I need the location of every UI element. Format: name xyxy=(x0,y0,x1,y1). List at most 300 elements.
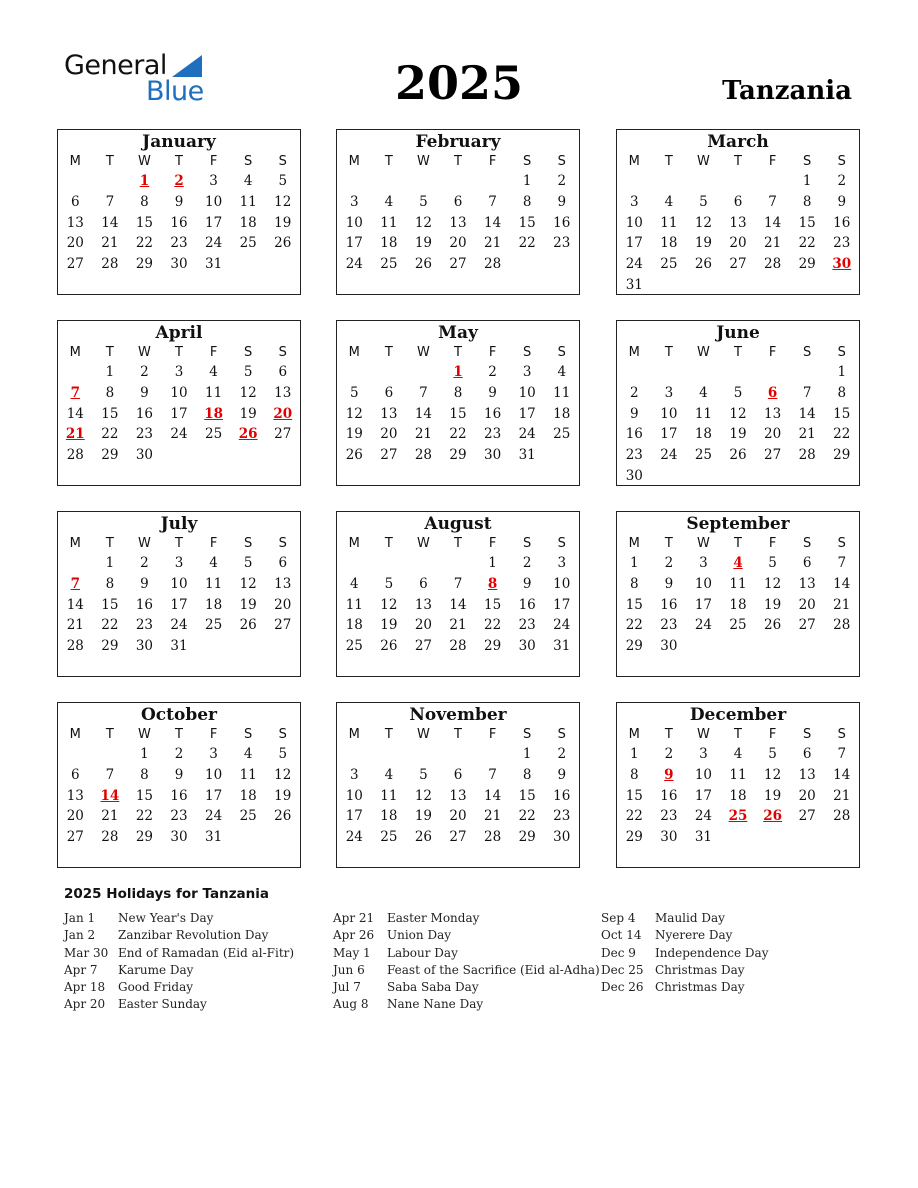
weekday-header: M xyxy=(69,154,81,169)
weekday-header: W xyxy=(138,154,151,169)
weekday-header: W xyxy=(138,536,151,551)
holiday-name: Nyerere Day xyxy=(655,928,733,943)
day-cell: 31 xyxy=(694,829,713,846)
day-cell: 22 xyxy=(449,426,467,443)
day-cell: 29 xyxy=(625,829,643,846)
day-cell: 3 xyxy=(349,766,359,783)
holiday-day-cell: 25 xyxy=(728,808,748,825)
week-row xyxy=(58,362,300,383)
holiday-date: Jan 2 xyxy=(64,928,96,943)
day-cell: 13 xyxy=(798,766,816,783)
day-cell: 8 xyxy=(802,193,812,210)
month-name: September xyxy=(686,514,790,534)
week-row xyxy=(617,383,859,404)
day-cell: 30 xyxy=(625,467,643,484)
weekday-header: S xyxy=(278,536,287,551)
weekday-header: W xyxy=(417,727,430,742)
day-cell: 3 xyxy=(557,555,567,571)
empty-day-cell xyxy=(755,466,790,487)
day-cell: 25 xyxy=(553,426,571,443)
day-cell: 24 xyxy=(205,808,223,825)
empty-day-cell xyxy=(790,636,825,657)
day-cell: 23 xyxy=(170,235,188,252)
day-cell: 13 xyxy=(66,214,84,231)
day-cell: 22 xyxy=(798,235,816,252)
month-name: July xyxy=(160,514,198,534)
week-row xyxy=(617,362,859,383)
weekday-header: S xyxy=(244,727,253,742)
day-cell: 6 xyxy=(453,766,463,783)
weekday-header: T xyxy=(734,345,742,360)
weekday-header: T xyxy=(105,727,114,742)
empty-day-cell xyxy=(337,171,372,192)
day-cell: 12 xyxy=(414,214,433,231)
holiday-name: Karume Day xyxy=(118,962,194,977)
day-cell: 11 xyxy=(205,575,223,592)
week-row xyxy=(58,765,300,786)
month-name: April xyxy=(155,323,203,343)
day-cell: 2 xyxy=(140,364,149,380)
day-cell: 10 xyxy=(345,787,363,804)
day-cell: 17 xyxy=(660,426,678,443)
day-cell: 27 xyxy=(798,808,816,825)
holiday-list-item xyxy=(64,962,294,979)
weekday-header: S xyxy=(557,536,566,551)
holiday-list-item xyxy=(64,979,294,996)
weekday-header-row xyxy=(58,535,300,553)
day-cell: 4 xyxy=(557,364,567,380)
holiday-list-title: 2025 Holidays for Tanzania xyxy=(64,886,270,902)
week-row xyxy=(337,192,579,213)
empty-day-cell xyxy=(755,362,790,383)
day-cell: 31 xyxy=(205,256,223,273)
day-cell: 6 xyxy=(278,364,288,380)
day-cell: 5 xyxy=(243,364,253,380)
day-cell: 5 xyxy=(278,746,288,762)
empty-day-cell xyxy=(617,362,652,383)
empty-day-cell xyxy=(441,553,476,574)
day-cell: 31 xyxy=(170,638,188,655)
day-cell: 21 xyxy=(798,426,816,443)
day-cell: 14 xyxy=(484,787,502,804)
day-cell: 11 xyxy=(380,787,398,804)
holiday-day-cell: 14 xyxy=(100,787,120,804)
day-cell: 7 xyxy=(802,384,812,401)
week-row xyxy=(617,827,859,848)
day-cell: 12 xyxy=(239,575,257,592)
day-cell: 30 xyxy=(484,447,502,464)
holiday-date: Apr 21 xyxy=(333,911,375,925)
day-cell: 19 xyxy=(274,214,292,231)
empty-day-cell xyxy=(337,362,372,383)
day-cell: 17 xyxy=(518,405,536,422)
day-cell: 10 xyxy=(625,214,643,231)
day-cell: 17 xyxy=(694,787,713,804)
day-cell: 29 xyxy=(484,638,502,655)
day-cell: 7 xyxy=(419,384,428,401)
week-row xyxy=(58,636,300,657)
week-row xyxy=(617,213,859,234)
week-row xyxy=(337,574,579,595)
empty-day-cell xyxy=(824,466,859,487)
week-row xyxy=(337,404,579,425)
day-cell: 27 xyxy=(449,829,467,846)
week-row xyxy=(337,424,579,445)
week-row xyxy=(337,362,579,383)
week-row xyxy=(58,383,300,404)
day-cell: 6 xyxy=(419,575,428,592)
empty-day-cell xyxy=(652,275,687,296)
day-cell: 20 xyxy=(729,235,747,252)
weekday-header: T xyxy=(454,154,462,169)
day-cell: 11 xyxy=(239,766,257,783)
day-cell: 6 xyxy=(70,766,80,783)
day-cell: 1 xyxy=(488,555,497,571)
empty-day-cell xyxy=(652,171,687,192)
week-row xyxy=(617,636,859,657)
week-row xyxy=(617,445,859,466)
day-cell: 16 xyxy=(170,214,188,231)
day-cell: 21 xyxy=(414,426,433,443)
day-cell: 12 xyxy=(239,384,257,401)
day-cell: 17 xyxy=(553,596,571,613)
empty-day-cell xyxy=(721,466,756,487)
day-cell: 12 xyxy=(345,405,363,422)
day-cell: 22 xyxy=(833,426,851,443)
month-name: March xyxy=(707,132,769,152)
day-cell: 22 xyxy=(484,617,502,634)
day-cell: 29 xyxy=(135,256,154,273)
day-cell: 5 xyxy=(768,555,777,571)
month-january xyxy=(57,129,301,295)
day-cell: 17 xyxy=(345,235,363,252)
day-cell: 1 xyxy=(140,746,149,762)
day-cell: 9 xyxy=(557,193,567,210)
weekday-header: F xyxy=(768,727,777,742)
empty-day-cell xyxy=(790,362,825,383)
week-row xyxy=(617,786,859,807)
day-cell: 4 xyxy=(384,766,394,783)
day-cell: 16 xyxy=(625,426,643,443)
day-cell: 2 xyxy=(664,746,674,762)
day-cell: 8 xyxy=(837,384,847,401)
day-cell: 29 xyxy=(798,256,816,273)
day-cell: 26 xyxy=(274,235,292,252)
empty-day-cell xyxy=(721,275,756,296)
weekday-header: F xyxy=(488,727,497,742)
weekday-header: W xyxy=(697,345,710,360)
day-cell: 7 xyxy=(837,555,847,571)
weekday-header: F xyxy=(209,345,218,360)
day-cell: 21 xyxy=(66,617,84,634)
empty-day-cell xyxy=(372,171,407,192)
day-cell: 28 xyxy=(414,447,433,464)
day-cell: 31 xyxy=(625,276,643,293)
day-cell: 27 xyxy=(798,617,816,634)
day-cell: 7 xyxy=(453,575,463,592)
weekday-header: T xyxy=(384,727,393,742)
week-row xyxy=(337,445,579,466)
day-cell: 2 xyxy=(140,555,149,571)
weekday-header: T xyxy=(175,727,183,742)
day-cell: 17 xyxy=(625,235,643,252)
day-cell: 15 xyxy=(518,214,536,231)
week-row xyxy=(617,404,859,425)
holiday-date: Apr 7 xyxy=(64,962,98,977)
day-cell: 16 xyxy=(170,787,188,804)
week-row xyxy=(58,424,300,445)
weekday-header: T xyxy=(734,727,742,742)
weekday-header: F xyxy=(209,536,218,551)
day-cell: 11 xyxy=(553,384,571,401)
day-cell: 8 xyxy=(522,193,532,210)
day-cell: 25 xyxy=(205,617,223,634)
day-cell: 27 xyxy=(66,829,84,846)
day-cell: 13 xyxy=(449,214,467,231)
holiday-day-cell: 1 xyxy=(453,364,463,380)
day-cell: 31 xyxy=(518,447,536,464)
week-row xyxy=(337,765,579,786)
day-cell: 17 xyxy=(694,596,713,613)
day-cell: 28 xyxy=(833,617,851,634)
day-cell: 17 xyxy=(205,787,223,804)
day-cell: 1 xyxy=(522,746,532,762)
day-cell: 4 xyxy=(209,364,218,380)
day-cell: 15 xyxy=(135,214,154,231)
holiday-day-cell: 26 xyxy=(238,426,258,443)
day-cell: 3 xyxy=(699,555,708,571)
day-cell: 12 xyxy=(380,596,398,613)
day-cell: 4 xyxy=(349,575,359,592)
weekday-header: M xyxy=(348,345,360,360)
weekday-header: W xyxy=(417,154,430,169)
month-june xyxy=(616,320,860,486)
weekday-header: M xyxy=(69,345,81,360)
week-row xyxy=(617,595,859,616)
day-cell: 19 xyxy=(729,426,747,443)
holiday-day-cell: 26 xyxy=(763,808,782,825)
holiday-name: Zanzibar Revolution Day xyxy=(118,928,269,943)
holiday-name: Union Day xyxy=(387,928,452,943)
holiday-list-item xyxy=(64,945,294,962)
day-cell: 10 xyxy=(345,214,363,231)
day-cell: 25 xyxy=(239,808,257,825)
day-cell: 10 xyxy=(170,575,188,592)
day-cell: 15 xyxy=(625,596,643,613)
day-cell: 23 xyxy=(484,426,502,443)
weekday-header: T xyxy=(734,536,742,551)
weekday-header: S xyxy=(803,536,812,551)
holiday-name: Christmas Day xyxy=(655,980,745,995)
day-cell: 12 xyxy=(274,766,292,783)
weekday-header: M xyxy=(69,536,81,551)
day-cell: 12 xyxy=(729,405,747,422)
weekday-header: S xyxy=(803,345,812,360)
weekday-header: T xyxy=(664,345,673,360)
day-cell: 4 xyxy=(384,193,394,210)
holiday-name: Labour Day xyxy=(387,945,458,960)
day-cell: 10 xyxy=(205,193,223,210)
weekday-header-row xyxy=(58,726,300,744)
day-cell: 11 xyxy=(239,193,257,210)
day-cell: 8 xyxy=(453,384,463,401)
day-cell: 27 xyxy=(764,447,782,464)
weekday-header: W xyxy=(697,727,710,742)
holiday-day-cell: 30 xyxy=(832,256,852,273)
holiday-day-cell: 21 xyxy=(65,426,85,443)
weekday-header-row xyxy=(337,535,579,553)
day-cell: 19 xyxy=(345,426,363,443)
weekday-header: S xyxy=(523,345,532,360)
day-cell: 24 xyxy=(553,617,571,634)
day-cell: 6 xyxy=(278,555,288,571)
week-row xyxy=(617,254,859,275)
weekday-header: F xyxy=(488,536,497,551)
day-cell: 1 xyxy=(837,364,847,380)
day-cell: 30 xyxy=(135,447,154,464)
day-cell: 2 xyxy=(174,746,184,762)
empty-day-cell xyxy=(652,466,687,487)
empty-day-cell xyxy=(265,827,300,848)
holiday-list-item xyxy=(64,996,294,1013)
week-row xyxy=(617,275,859,296)
empty-day-cell xyxy=(58,171,93,192)
day-cell: 13 xyxy=(449,787,467,804)
day-cell: 15 xyxy=(833,405,851,422)
day-cell: 23 xyxy=(625,447,643,464)
day-cell: 12 xyxy=(764,575,782,592)
empty-day-cell xyxy=(475,744,510,765)
empty-day-cell xyxy=(755,275,790,296)
week-row xyxy=(337,213,579,234)
holiday-name: Good Friday xyxy=(118,980,194,995)
day-cell: 7 xyxy=(105,193,115,210)
weekday-header: T xyxy=(175,536,183,551)
day-cell: 26 xyxy=(414,256,433,273)
weekday-header: F xyxy=(488,345,497,360)
day-cell: 20 xyxy=(66,808,84,825)
day-cell: 14 xyxy=(449,596,467,613)
holiday-list-column xyxy=(64,910,294,1014)
empty-day-cell xyxy=(231,636,266,657)
weekday-header: S xyxy=(244,345,253,360)
day-cell: 24 xyxy=(205,235,223,252)
day-cell: 30 xyxy=(518,638,536,655)
day-cell: 2 xyxy=(488,364,497,380)
day-cell: 16 xyxy=(484,405,502,422)
day-cell: 14 xyxy=(66,405,84,422)
weekday-header: M xyxy=(348,727,360,742)
day-cell: 5 xyxy=(384,575,394,592)
week-row xyxy=(337,383,579,404)
day-cell: 19 xyxy=(414,235,433,252)
day-cell: 7 xyxy=(837,746,847,762)
day-cell: 11 xyxy=(729,766,747,783)
holiday-list-item xyxy=(333,927,600,944)
empty-day-cell xyxy=(790,275,825,296)
empty-day-cell xyxy=(93,171,128,192)
day-cell: 15 xyxy=(625,787,643,804)
week-row xyxy=(617,806,859,827)
week-row xyxy=(58,574,300,595)
month-march xyxy=(616,129,860,295)
weekday-header: S xyxy=(837,536,846,551)
holiday-day-cell: 7 xyxy=(70,575,80,592)
day-cell: 28 xyxy=(449,638,467,655)
day-cell: 9 xyxy=(629,405,639,422)
day-cell: 13 xyxy=(274,575,292,592)
day-cell: 4 xyxy=(243,173,253,189)
holiday-list-item xyxy=(333,962,600,979)
weekday-header-row xyxy=(337,153,579,171)
day-cell: 5 xyxy=(768,746,777,762)
day-cell: 17 xyxy=(170,405,188,422)
day-cell: 28 xyxy=(484,829,502,846)
weekday-header: S xyxy=(523,536,532,551)
day-cell: 15 xyxy=(449,405,467,422)
holiday-name: New Year's Day xyxy=(118,911,214,925)
day-cell: 9 xyxy=(522,575,532,592)
holiday-name: Christmas Day xyxy=(655,962,745,977)
week-row xyxy=(617,615,859,636)
month-july xyxy=(57,511,301,677)
empty-day-cell xyxy=(824,636,859,657)
day-cell: 25 xyxy=(380,829,398,846)
month-name: February xyxy=(415,132,501,152)
day-cell: 16 xyxy=(660,596,678,613)
day-cell: 24 xyxy=(345,829,363,846)
day-cell: 16 xyxy=(518,596,536,613)
day-cell: 11 xyxy=(205,384,223,401)
day-cell: 30 xyxy=(660,829,678,846)
weekday-header: W xyxy=(138,727,151,742)
day-cell: 8 xyxy=(140,193,149,210)
day-cell: 13 xyxy=(380,405,398,422)
day-cell: 8 xyxy=(140,766,149,783)
holiday-date: Sep 4 xyxy=(601,911,636,925)
month-february xyxy=(336,129,580,295)
day-cell: 10 xyxy=(518,384,536,401)
day-cell: 27 xyxy=(414,638,433,655)
day-cell: 3 xyxy=(699,746,708,762)
holiday-day-cell: 4 xyxy=(733,555,743,571)
weekday-header-row xyxy=(617,535,859,553)
week-row xyxy=(58,595,300,616)
empty-day-cell xyxy=(337,744,372,765)
holiday-day-cell: 7 xyxy=(70,384,80,401)
day-cell: 27 xyxy=(380,447,398,464)
day-cell: 9 xyxy=(488,384,497,401)
weekday-header: M xyxy=(628,154,640,169)
page-title: 2025 xyxy=(394,56,524,110)
holiday-list-item xyxy=(601,927,768,944)
holiday-day-cell: 2 xyxy=(174,173,184,189)
holiday-list-item xyxy=(333,910,600,927)
day-cell: 23 xyxy=(660,617,678,634)
day-cell: 18 xyxy=(380,235,398,252)
weekday-header-row xyxy=(617,726,859,744)
day-cell: 16 xyxy=(135,405,154,422)
holiday-date: Jul 7 xyxy=(333,980,361,995)
day-cell: 30 xyxy=(553,829,571,846)
empty-day-cell xyxy=(721,362,756,383)
day-cell: 3 xyxy=(209,173,218,189)
weekday-header: F xyxy=(768,154,777,169)
day-cell: 27 xyxy=(449,256,467,273)
weekday-header: T xyxy=(454,345,462,360)
day-cell: 19 xyxy=(239,596,257,613)
weekday-header: T xyxy=(454,727,462,742)
